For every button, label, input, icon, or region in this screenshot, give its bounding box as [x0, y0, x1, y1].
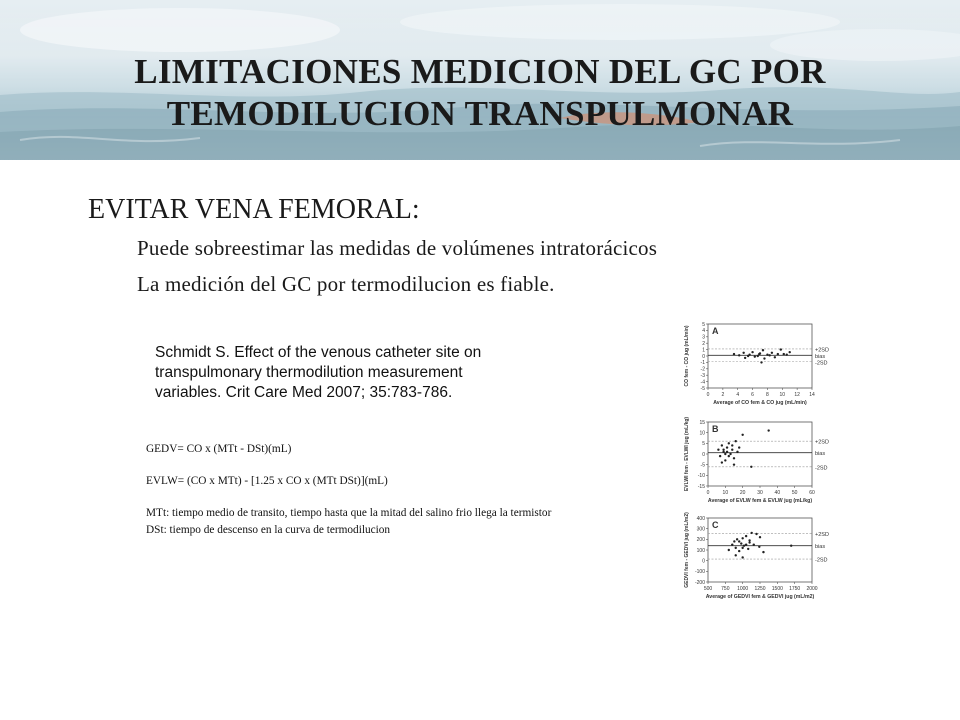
- panel-b-point: [726, 446, 728, 448]
- bullet-point-overestimate: Puede sobreestimar las medidas de volúmenes intratorácicos: [137, 236, 658, 260]
- panel-b-x-tick-label: 40: [774, 490, 781, 496]
- panel-a-point: [758, 353, 760, 355]
- panel-b-y-tick-label: 0: [702, 451, 705, 458]
- panel-a-x-tick-label: 0: [706, 392, 710, 398]
- panel-c-x-tick-label: 1250: [754, 586, 766, 592]
- bland-altman-plots: [672, 318, 852, 608]
- panel-b-y-tick-label: 15: [699, 419, 705, 426]
- panel-b-point: [729, 453, 731, 455]
- panel-c-point: [731, 543, 733, 545]
- panel-a-point: [744, 357, 746, 359]
- panel-a-point: [760, 361, 762, 363]
- title-line-2: TEMODILUCION TRANSPULMONAR: [166, 94, 794, 133]
- panel-a-x-tick-label: 14: [809, 392, 815, 398]
- panel-b-point: [733, 457, 735, 459]
- panel-a-x-tick-label: 8: [766, 392, 769, 398]
- panel-c-point: [728, 549, 730, 551]
- panel-c-upper-2sd-label: +2SD: [815, 531, 829, 538]
- panel-a-y-tick-label: 2: [702, 341, 705, 347]
- panel-c-y-tick-label: 400: [696, 515, 705, 522]
- panel-b-point: [726, 451, 728, 453]
- panel-a-point: [774, 356, 776, 358]
- panel-b-x-tick-label: 10: [722, 490, 729, 496]
- panel-b-point: [728, 455, 730, 457]
- panel-b-point: [750, 466, 752, 468]
- panel-a-point: [766, 354, 768, 356]
- panel-c-point: [747, 548, 749, 550]
- panel-c-point: [748, 539, 750, 541]
- panel-c-point: [741, 556, 743, 558]
- panel-b-point: [735, 440, 737, 442]
- panel-b-axes-frame: [708, 422, 812, 486]
- panel-c-point: [758, 546, 760, 548]
- bland-altman-figure: [672, 318, 852, 608]
- panel-c-point: [750, 532, 752, 534]
- panel-c-y-tick-label: 100: [696, 547, 705, 554]
- panel-b-y-axis-label: EVLWI fem - EVLWI jug (mL/kg): [684, 416, 690, 492]
- panel-b-x-tick-label: 60: [809, 490, 815, 496]
- panel-a-point: [777, 353, 779, 355]
- panel-c-letter: C: [712, 520, 719, 530]
- panel-a-point: [771, 352, 773, 354]
- panel-a-bias-label: bias: [815, 353, 826, 360]
- panel-b-point: [717, 449, 719, 451]
- panel-a-y-tick-label: 1: [702, 347, 705, 354]
- panel-b-upper-2sd-label: +2SD: [815, 439, 829, 446]
- panel-c-lower-2sd-label: -2SD: [815, 557, 828, 564]
- panel-a-y-tick-label: 4: [702, 328, 705, 335]
- panel-b-x-tick-label: 30: [757, 490, 763, 496]
- panel-a-point: [763, 357, 765, 359]
- panel-c-x-tick-label: 1500: [771, 586, 783, 592]
- panel-b-point: [722, 449, 724, 451]
- definition-dst: DSt: tiempo de descenso en la curva de termodilucion: [146, 524, 391, 536]
- panel-a-point: [789, 351, 791, 353]
- panel-c-y-tick-label: -100: [694, 569, 705, 576]
- panel-a-y-tick-label: -1: [700, 360, 705, 367]
- panel-a-point: [768, 354, 770, 356]
- panel-b-x-tick-label: 0: [706, 490, 710, 496]
- panel-c-y-tick-label: 200: [696, 537, 705, 544]
- panel-c-x-tick-label: 750: [721, 586, 730, 592]
- panel-a-point: [754, 355, 756, 357]
- panel-b-point: [721, 444, 723, 446]
- panel-b-point: [724, 453, 726, 455]
- panel-b-lower-2sd-label: -2SD: [815, 465, 828, 472]
- panel-a-y-tick-label: 3: [702, 334, 705, 341]
- panel-a-y-tick-label: 5: [702, 321, 705, 328]
- panel-a-x-tick-label: 10: [779, 392, 786, 398]
- panel-a-upper-2sd-label: +2SD: [815, 347, 829, 354]
- panel-c-point: [735, 554, 737, 556]
- panel-c-point: [759, 536, 761, 538]
- panel-c-y-tick-label: 300: [696, 526, 705, 533]
- panel-c-point: [755, 533, 757, 535]
- panel-a-letter: A: [712, 326, 719, 336]
- panel-c-point: [738, 550, 740, 552]
- bullet-point-reliable: La medición del GC por termodilucion es fiable.: [137, 272, 555, 296]
- panel-c-x-tick-label: 1000: [737, 586, 749, 592]
- panel-a-point: [783, 353, 785, 355]
- panel-b-bias-label: bias: [815, 451, 826, 458]
- panel-c-bias-label: bias: [815, 544, 826, 551]
- panel-c-point: [762, 551, 764, 553]
- panel-b-y-tick-label: 5: [702, 441, 705, 448]
- citation-line-2: transpulmonary thermodilution measurement: [155, 364, 463, 381]
- panel-a-y-tick-label: -2: [700, 366, 705, 373]
- panel-a-y-tick-label: -5: [700, 385, 705, 392]
- section-heading: EVITAR VENA FEMORAL:: [88, 194, 420, 225]
- panel-a-x-tick-label: 4: [736, 392, 740, 398]
- formula-gedv: GEDV= CO x (MTt - DSt)(mL): [146, 443, 292, 455]
- panel-c-point: [741, 537, 743, 539]
- panel-c-x-tick-label: 500: [703, 586, 713, 592]
- panel-c-point: [740, 542, 742, 544]
- panel-a-x-axis-label: Average of CO fem & CO jug (mL/min): [713, 400, 807, 406]
- formula-evlw: EVLW= (CO x MTt) - [1.25 x CO x (MTt DSt)](mL): [146, 475, 388, 487]
- panel-c-point: [745, 535, 747, 537]
- panel-b-point: [719, 455, 721, 457]
- panel-c-x-tick-label: 1750: [789, 586, 801, 592]
- panel-c-y-tick-label: -200: [694, 579, 705, 586]
- panel-b-point: [738, 446, 740, 448]
- panel-c-point: [745, 543, 747, 545]
- panel-b-point: [731, 444, 733, 446]
- panel-c-x-tick-label: 2000: [806, 586, 818, 592]
- panel-b-point: [767, 429, 769, 431]
- panel-b-point: [724, 459, 726, 461]
- panel-b-point: [728, 442, 730, 444]
- header-banner: [0, 0, 960, 160]
- panel-c-y-axis-label: GEDVI fem - GEDVI jug (mL/m2): [684, 512, 690, 588]
- panel-c-point: [748, 541, 750, 543]
- title-line-1: LIMITACIONES MEDICION DEL GC POR: [134, 52, 826, 91]
- panel-c-point: [741, 547, 743, 549]
- panel-c-point: [735, 547, 737, 549]
- panel-c-point: [790, 545, 792, 547]
- panel-b-x-tick-label: 50: [791, 490, 798, 496]
- panel-c-point: [736, 538, 738, 540]
- panel-a-x-tick-label: 2: [721, 392, 725, 398]
- panel-a-point: [747, 355, 749, 357]
- panel-b-x-tick-label: 20: [739, 490, 746, 496]
- citation-block: [155, 343, 585, 403]
- panel-b-point: [733, 463, 735, 465]
- panel-b-letter: B: [712, 424, 719, 434]
- panel-c-point: [738, 540, 740, 542]
- panel-b-point: [721, 461, 723, 463]
- panel-a-point: [733, 353, 735, 355]
- definition-mtt: MTt: tiempo medio de transito, tiempo hasta que la mitad del salino frio llega la termistor: [146, 507, 552, 519]
- panel-b-y-tick-label: 10: [699, 430, 705, 437]
- panel-c-point: [743, 545, 745, 547]
- panel-a-x-tick-label: 12: [794, 392, 800, 398]
- panel-a-point: [780, 348, 782, 350]
- panel-b-point: [722, 451, 724, 453]
- panel-b-y-tick-label: -10: [697, 473, 705, 480]
- panel-b-point: [731, 449, 733, 451]
- panel-b-x-axis-label: Average of EVLW fem & EVLW jug (mL/kg): [707, 498, 813, 504]
- panel-a-y-tick-label: -4: [700, 379, 705, 386]
- panel-a-point: [738, 354, 740, 356]
- panel-c-point: [733, 540, 735, 542]
- citation-line-3: variables. Crit Care Med 2007; 35:783-786.: [155, 384, 453, 401]
- panel-a-point: [742, 352, 744, 354]
- panel-c-axes-frame: [708, 518, 812, 582]
- panel-b-y-tick-label: -5: [700, 462, 705, 469]
- panel-a-lower-2sd-label: -2SD: [815, 360, 828, 367]
- panel-c-x-axis-label: Average of GEDVI fem & GEDVI jug (mL/m2): [705, 594, 815, 600]
- panel-a-x-tick-label: 6: [751, 392, 754, 398]
- panel-b-y-tick-label: -15: [697, 483, 705, 490]
- panel-a-axes-frame: [708, 324, 812, 388]
- panel-a-y-axis-label: CO fem - CO jug (mL/min): [684, 325, 690, 387]
- panel-a-point: [762, 349, 764, 351]
- panel-a-point: [751, 351, 753, 353]
- panel-b-point: [741, 434, 743, 436]
- citation-line-1: Schmidt S. Effect of the venous catheter site on: [155, 344, 482, 361]
- panel-c-point: [753, 543, 755, 545]
- panel-c-y-tick-label: 0: [702, 558, 705, 565]
- panel-a-y-tick-label: -3: [700, 373, 705, 379]
- panel-a-point: [786, 354, 788, 356]
- panel-a-y-tick-label: 0: [702, 353, 705, 360]
- panel-a-point: [757, 355, 759, 357]
- panel-b-point: [736, 451, 738, 453]
